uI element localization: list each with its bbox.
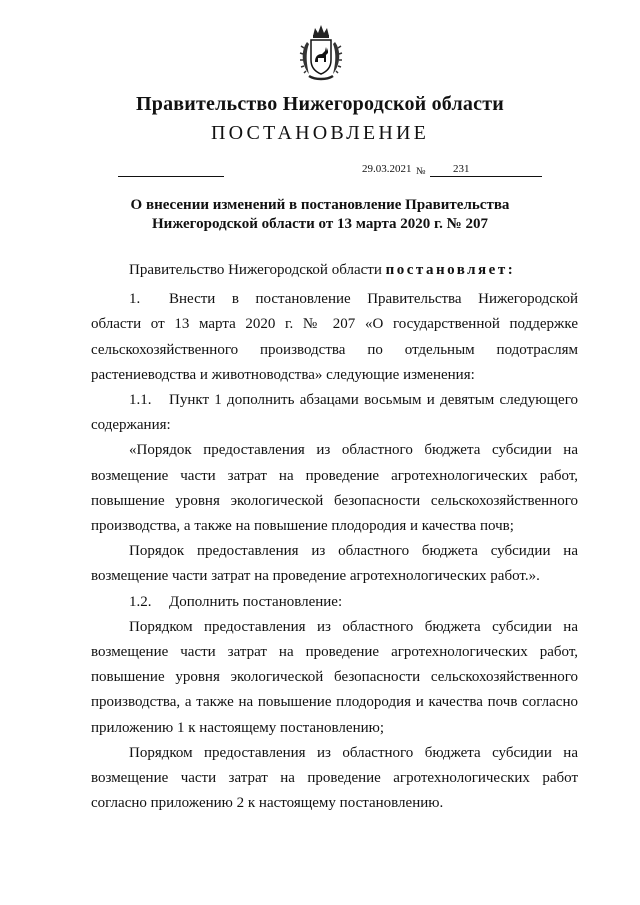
blank-line-left [118, 176, 224, 177]
government-title: Правительство Нижегородской области [136, 93, 504, 115]
addition-paragraph-1: Порядком предоставления из областного бюджета субсидии на возмещение части затрат на проведение агротехнологических работ, повышение уровня экологической безопасности сельскохозяйственного производства, а также на повышение плодородия и качества почв согласно приложению 1 к настоящему постановлению; [91, 618, 578, 736]
preamble-action: постановляет: [385, 262, 516, 278]
subject-line-2: Нижегородской области от 13 марта 2020 г. № 207 [152, 216, 488, 232]
subject-line-1: О внесении изменений в постановление Правительства [130, 197, 510, 213]
document-subject [100, 196, 540, 234]
number-sign: № [416, 166, 426, 177]
preamble [91, 258, 578, 283]
coat-of-arms-icon [299, 22, 343, 82]
item-1-number: 1. [129, 291, 141, 308]
item-1-1 [91, 388, 578, 438]
number-underline [430, 176, 542, 177]
quote-paragraph-2: Порядок предоставления из областного бюджета субсидии на возмещение части затрат на проведение агротехнологических работ.». [91, 543, 578, 585]
item-1-2 [91, 590, 578, 615]
document-number: 231 [453, 163, 470, 175]
addition-paragraph-2: Порядком предоставления из областного бюджета субсидии на возмещение части затрат на проведение агротехнологических работ согласно приложению 2 к настоящему постановлению. [91, 744, 578, 812]
item-1-1-text: Пункт 1 дополнить абзацами восьмым и девятым следующего содержания: [91, 392, 578, 434]
preamble-text: Правительство Нижегородской области [129, 262, 386, 278]
item-1-text: Внести в постановление Правительства Нижегородской области от 13 марта 2020 г. № 207 «О государственной поддержке сельскохозяйственного производства по отдельным подотраслям растениеводства и животноводства» следующие изменения: [91, 291, 578, 383]
document-type: ПОСТАНОВЛЕНИЕ [210, 122, 430, 144]
quote-paragraph-1: «Порядок предоставления из областного бюджета субсидии на возмещение части затрат на проведение агротехнологических работ, повышение уровня экологической безопасности сельскохозяйственного производства, а также на повышение плодородия и качества почв; [91, 442, 578, 535]
item-1-1-number: 1.1. [129, 392, 152, 409]
item-1 [91, 287, 578, 388]
document-body [91, 258, 578, 816]
item-1-2-number: 1.2. [129, 593, 152, 610]
document-date: 29.03.2021 [362, 163, 412, 175]
item-1-2-text: Дополнить постановление: [169, 593, 343, 610]
